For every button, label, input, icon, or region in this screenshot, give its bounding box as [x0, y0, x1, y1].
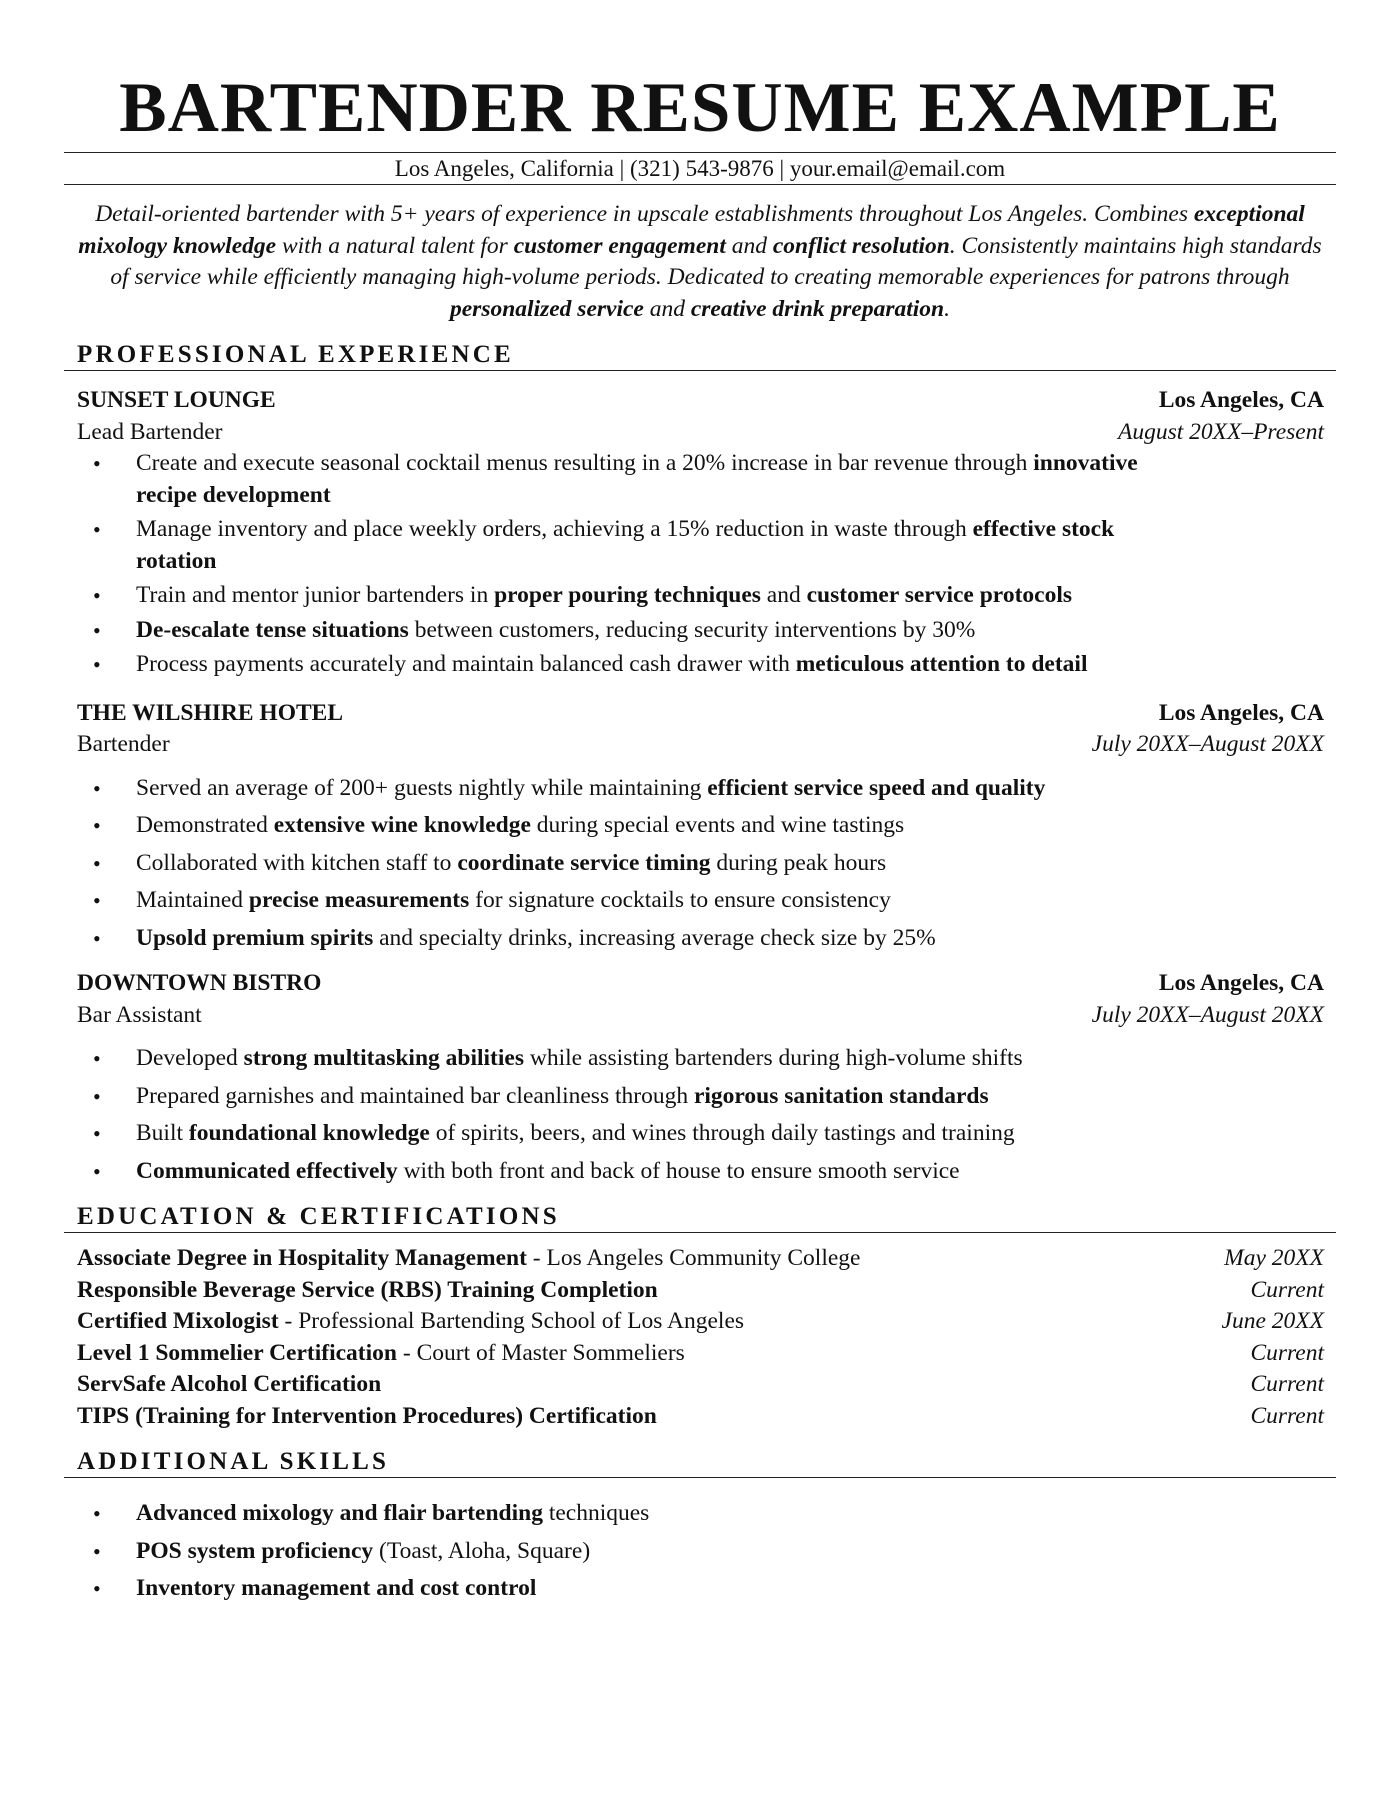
job-role: Lead Bartender — [77, 418, 223, 445]
bullet-text: Prepared garnishes and maintained bar cleanliness through — [136, 1082, 694, 1109]
bullet-highlight: precise measurements — [248, 887, 470, 913]
bullet-icon: • — [93, 617, 101, 643]
credential-date: Current — [1250, 1276, 1324, 1303]
job-subheader — [77, 1000, 1324, 1032]
section-heading-skills: ADDITIONAL SKILLS — [64, 1446, 1336, 1478]
bullet-text: between customers, reducing security interventions by 30% — [408, 616, 976, 643]
section-heading-experience: PROFESSIONAL EXPERIENCE — [64, 339, 1336, 371]
summary-text: Detail-oriented bartender with 5+ years of experience in upscale establishments throughout Los Angeles. Combines — [95, 201, 1194, 227]
job-location: Los Angeles, CA — [1158, 699, 1324, 726]
bullet-highlight: Upsold premium spirits — [136, 924, 374, 951]
job-location: Los Angeles, CA — [1158, 970, 1324, 996]
bullet-icon: • — [93, 1538, 101, 1564]
credential-separator: - — [526, 1245, 547, 1271]
bullet-icon: • — [93, 1576, 101, 1601]
skill-text: techniques — [542, 1500, 650, 1526]
list-item — [64, 448, 1336, 511]
credential-date: June 20XX — [1221, 1308, 1324, 1334]
bullet-text: and specialty drinks, increasing average check size by 25% — [373, 924, 936, 951]
job-header — [77, 968, 1324, 1000]
summary-highlight: creative drink preparation — [690, 295, 945, 322]
bullet-text: during special events and wine tastings — [530, 812, 905, 838]
bullet-highlight: proper pouring techniques — [494, 582, 761, 608]
bullet-text: Demonstrated — [136, 812, 274, 838]
bullet-text: Maintained — [136, 887, 249, 913]
credential-name: Certified Mixologist — [77, 1308, 279, 1334]
bullet-highlight: meticulous attention to detail — [795, 651, 1088, 677]
company-name: THE WILSHIRE HOTEL — [77, 699, 343, 726]
section-heading-education: EDUCATION & CERTIFICATIONS — [64, 1201, 1336, 1233]
job-dates: July 20XX–August 20XX — [1091, 1001, 1324, 1028]
credential-institution: Los Angeles Community College — [546, 1245, 861, 1271]
list-item — [64, 773, 1336, 805]
bullet-text: with both front and back of house to ensure smooth service — [397, 1157, 960, 1184]
list-item — [64, 580, 1336, 612]
summary-text: . — [944, 295, 950, 322]
education-entry — [77, 1338, 685, 1370]
bullet-text: Create and execute seasonal cocktail menus resulting in a 20% increase in bar revenue through — [136, 450, 1034, 476]
education-item — [64, 1401, 1336, 1433]
education-list — [64, 1243, 1336, 1432]
bullet-highlight: customer service protocols — [806, 582, 1072, 608]
list-item — [64, 1118, 1336, 1150]
education-entry — [77, 1306, 744, 1338]
list-item — [64, 885, 1336, 917]
bullet-highlight: Communicated effectively — [136, 1157, 398, 1184]
bullet-icon: • — [93, 888, 101, 913]
credential-date: Current — [1250, 1339, 1324, 1366]
bullet-text: for signature cocktails to ensure consistency — [469, 887, 891, 913]
bullet-icon: • — [93, 850, 101, 876]
job-role: Bartender — [77, 731, 170, 757]
bullet-icon: • — [93, 583, 101, 608]
education-entry — [77, 1369, 381, 1401]
skills-list — [64, 1498, 1336, 1605]
credential-separator: - — [278, 1308, 299, 1334]
list-item — [64, 615, 1336, 647]
bullet-highlight: rigorous sanitation standards — [693, 1082, 989, 1109]
summary-highlight: personalized service — [450, 295, 644, 322]
bullet-text: and — [760, 582, 807, 608]
job-dates: July 20XX–August 20XX — [1091, 731, 1324, 757]
list-item — [64, 848, 1336, 880]
credential-date: Current — [1250, 1402, 1324, 1429]
education-item — [64, 1243, 1336, 1275]
job-entry — [64, 698, 1336, 761]
bullet-icon: • — [93, 1158, 101, 1184]
bullet-highlight: foundational knowledge — [188, 1120, 430, 1146]
bullet-text: Built — [136, 1120, 189, 1146]
list-item — [64, 1156, 1336, 1188]
summary-highlight: exceptional mixology knowledge — [78, 201, 1305, 259]
job-header — [77, 698, 1324, 730]
summary-text: and — [643, 295, 691, 322]
bullet-text: Developed — [136, 1045, 244, 1071]
bullet-icon: • — [93, 652, 101, 677]
list-item — [64, 1573, 1336, 1605]
bullet-icon: • — [93, 451, 101, 476]
credential-institution: Court of Master Sommeliers — [416, 1339, 685, 1366]
company-name: SUNSET LOUNGE — [77, 387, 276, 413]
bullet-highlight: effective stock rotation — [136, 516, 1115, 574]
education-entry — [77, 1243, 860, 1275]
bullet-icon: • — [93, 925, 101, 951]
summary-text: . Consistently maintains high standards of service while efficiently managing high-volume periods. Dedicated to creating memorable experiences for patrons through — [110, 232, 1322, 290]
bullet-highlight: extensive wine knowledge — [273, 812, 531, 838]
job-entry — [64, 968, 1336, 1031]
bullet-text: while assisting bartenders during high-volume shifts — [523, 1045, 1023, 1071]
bullet-text: during peak hours — [710, 849, 887, 876]
bullet-text: of spirits, beers, and wines through daily tastings and training — [429, 1120, 1015, 1146]
credential-name: Level 1 Sommelier Certification — [77, 1339, 397, 1366]
summary-text: and — [725, 232, 773, 259]
bullet-icon: • — [93, 813, 101, 838]
education-entry — [77, 1275, 658, 1307]
job-bullet-list — [64, 1043, 1336, 1187]
bullet-icon: • — [93, 517, 101, 542]
bullet-text: Collaborated with kitchen staff to — [136, 849, 458, 876]
bullet-highlight: innovative recipe development — [136, 450, 1138, 508]
bullet-highlight: strong multitasking abilities — [243, 1045, 524, 1071]
credential-name: Responsible Beverage Service (RBS) Training Completion — [77, 1276, 658, 1303]
bullet-highlight: De-escalate tense situations — [136, 616, 409, 643]
credential-institution: Professional Bartending School of Los Angeles — [298, 1308, 745, 1334]
skill-highlight: Advanced mixology and flair bartending — [136, 1500, 543, 1526]
bullet-text: Process payments accurately and maintain balanced cash drawer with — [136, 651, 796, 677]
list-item — [64, 649, 1336, 681]
bullet-icon: • — [93, 1501, 101, 1526]
list-item — [64, 1498, 1336, 1530]
list-item — [64, 1081, 1336, 1113]
company-name: DOWNTOWN BISTRO — [77, 970, 322, 996]
education-item — [64, 1338, 1336, 1370]
credential-separator: - — [396, 1339, 417, 1366]
skill-highlight: POS system proficiency — [136, 1537, 374, 1564]
list-item — [64, 923, 1336, 955]
summary-text: with a natural talent for — [276, 232, 514, 259]
bullet-text: Train and mentor junior bartenders in — [136, 582, 495, 608]
bullet-icon: • — [93, 775, 101, 801]
credential-name: ServSafe Alcohol Certification — [77, 1371, 382, 1397]
list-item — [64, 1536, 1336, 1568]
skill-highlight: Inventory management and cost control — [136, 1575, 537, 1601]
job-header — [77, 385, 1324, 417]
list-item — [64, 1043, 1336, 1075]
credential-name: Associate Degree in Hospitality Management — [77, 1245, 527, 1271]
bullet-icon: • — [93, 1121, 101, 1146]
job-role: Bar Assistant — [77, 1001, 202, 1028]
summary-highlight: conflict resolution — [772, 232, 950, 259]
bullet-text: Served an average of 200+ guests nightly while maintaining — [136, 774, 708, 801]
job-bullet-list — [64, 773, 1336, 955]
list-item — [64, 810, 1336, 842]
education-item — [64, 1306, 1336, 1338]
job-subheader — [77, 417, 1324, 449]
contact-line: Los Angeles, California | (321) 543-9876 | your.email@email.com — [64, 152, 1336, 185]
bullet-icon: • — [93, 1046, 101, 1071]
education-item — [64, 1275, 1336, 1307]
job-bullet-list — [64, 448, 1336, 681]
credential-name: TIPS (Training for Intervention Procedures) Certification — [77, 1402, 657, 1429]
job-dates: August 20XX–Present — [1117, 418, 1324, 445]
job-entry — [64, 385, 1336, 448]
education-entry — [77, 1401, 657, 1433]
bullet-icon: • — [93, 1083, 101, 1109]
skill-text: (Toast, Aloha, Square) — [373, 1537, 591, 1564]
bullet-highlight: efficient service speed and quality — [707, 774, 1046, 801]
summary-highlight: customer engagement — [513, 232, 726, 259]
job-location: Los Angeles, CA — [1158, 387, 1324, 413]
list-item — [64, 514, 1336, 577]
credential-date: May 20XX — [1224, 1245, 1324, 1271]
bullet-highlight: coordinate service timing — [457, 849, 711, 876]
bullet-text: Manage inventory and place weekly orders, achieving a 15% reduction in waste through — [136, 516, 973, 542]
job-subheader — [77, 729, 1324, 761]
credential-date: Current — [1250, 1371, 1324, 1397]
page-title: BARTENDER RESUME EXAMPLE — [119, 69, 1281, 147]
education-item — [64, 1369, 1336, 1401]
summary — [64, 199, 1336, 325]
